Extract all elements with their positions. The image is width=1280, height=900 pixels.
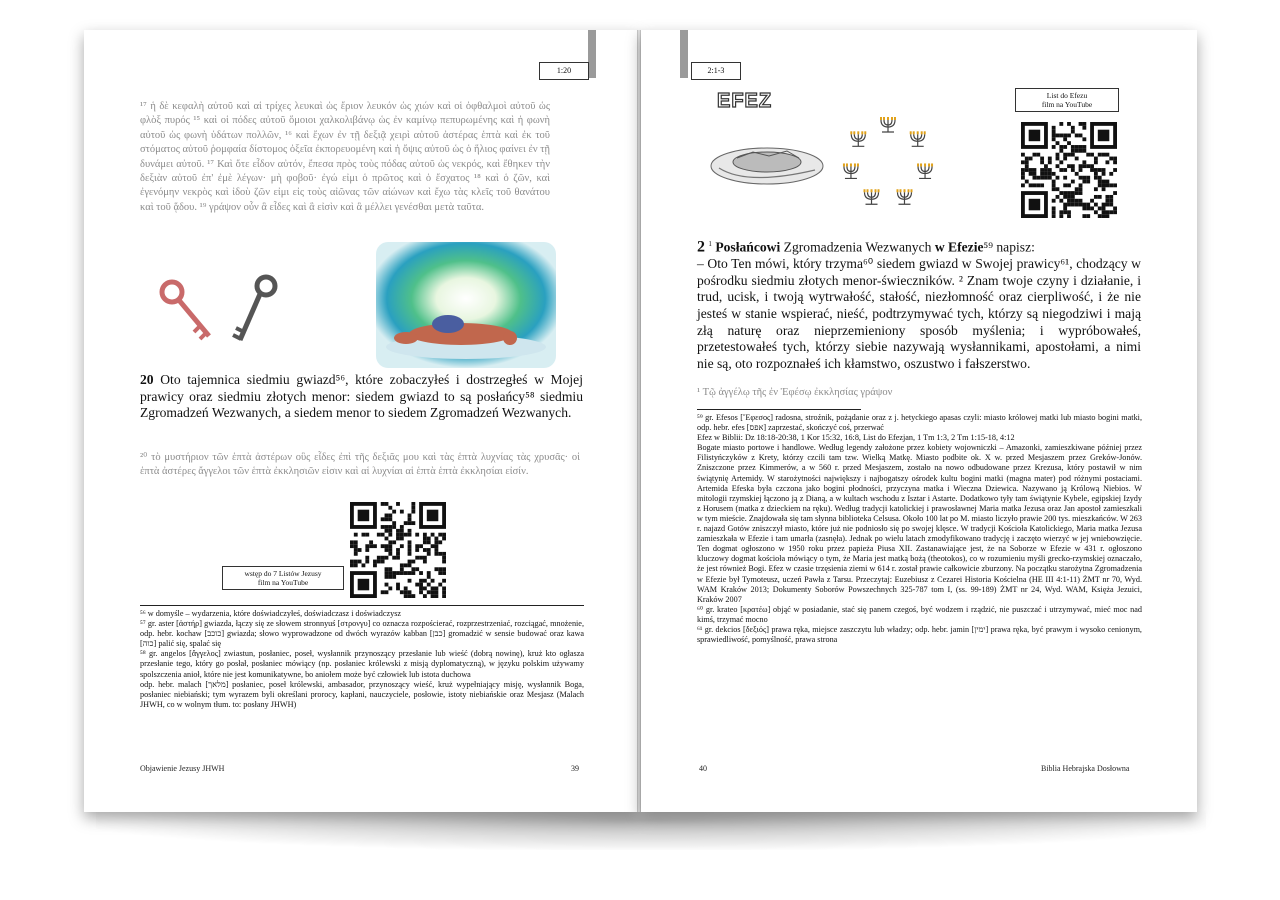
menorah-icon xyxy=(896,189,912,204)
footnote: ⁶¹ gr. dekcios [δεξιός] prawa ręka, miejsce zaszczytu lub władzy; odp. hebr. jamin [ימין] prawa ręka, być prawym i wysoko cenionym, sprawiedliwość, pomyślność, prawa strona xyxy=(697,624,1142,645)
chapter-2-paragraph xyxy=(697,236,1141,372)
footnotes xyxy=(140,609,584,710)
verse-number: 20 xyxy=(140,372,154,387)
page-number: 40 xyxy=(699,764,707,773)
footer-title: Biblia Hebrajska Dosłowna xyxy=(1041,764,1130,773)
menorah-icon xyxy=(880,117,896,132)
verse-text: Oto tajemnica siedmiu gwiazd⁵⁶, które zobaczyłeś i dostrzegłeś w Mojej prawicy oraz siedmiu złotych menor: siedem gwiazd to są posłańcy⁵⁸ siedmiu Zgromadzeń Wezwanych, a siedem menor to siedem Zgromadzeń Wezwanych. xyxy=(140,372,583,421)
right-page xyxy=(641,30,1197,812)
footnote: odp. hebr. malach [מלאך] posłaniec, poseł królewski, ambasador, przynoszący wieść, kruż wypełniający misję, wysłannik Boga, posłaniec niebiański; tym wyrazem byli określani prorocy, kapłani, nauczyciele, posłowie, istoty niebiańskie oraz Mesjasz (Malach JHWH, co w wolnym tłum. to: posłany JHWH) xyxy=(140,679,584,709)
video-caption xyxy=(1015,88,1119,112)
video-caption-title: List do Efezu xyxy=(1046,91,1088,100)
page-tab-marker xyxy=(680,30,688,78)
verse-number: 1 xyxy=(708,240,712,248)
chapter-box: 2:1-3 xyxy=(691,62,741,80)
footnotes xyxy=(697,413,1142,645)
ruins-illustration xyxy=(707,134,831,192)
paragraph-text: ⁵⁹ napisz: xyxy=(983,239,1035,255)
menorah-icon xyxy=(864,189,880,204)
chapter-box: 1:20 xyxy=(539,62,589,80)
footnote: ⁵⁹ gr. Efesos [Ἔφεσος] radosna, stroźnik, pożądanie oraz z j. hetyckiego apasas czyli: miasto królowej matki lub miasto bogini matki, odp. hebr. efes [אפס] zaprzestać, skończyć coś, przerwać xyxy=(697,413,1142,433)
footnote: Bogate miasto portowe i handlowe. Według legendy założone przez kobiety wojowniczki – Amazonki, zamieszkiwane później przez Filistyńczyków z Krety, którzy czcili tam tzw. Wielką Matkę. Miasto podbite ok. X w. przed Mesjaszem przez Greków-Jonów. Zniszczone przez Kimmerów, a w 560 r. przed Mesjaszem, zostało na nowo odbudowane przez Krezusa, który postawił w nim świątynię Artemidy. W starożytności największy i najbogatszy ośrodek kultu bogini matki (magna mater) pod różnymi postaciami. Artemida Efeska była czczona jako bogini płodności, przyczyna matka i Wieczna Dziewica. Nazywano ją Królową Niebios. W mitologii rzymskiej łączono ją z Dianą, a w kultach wschodu z Isztar i Astarte. Dodatkowo tyły tam świątynie Kybele, egipskiej Izydy z Horusem (matka z dzieckiem na ręku). Według tradycji katolickiej i prawosławnej Maria matka Jezusa oraz Jan apostoł zamieszkali w tym mieście. Znajdowała się tam słynna biblioteka Celsusa. Około 100 lat po M. miasto liczyło prawie 200 tys. mieszkańców. W 263 r. najazd Gotów zniszczył miasto, które już nie podniosło się po swojej klęsce. W tradycji Kościoła Katolickiego, Maria matka Jezusa zamieszkała w Efezie i tam umarła (zasnęła). Jednak po wielu latach zmodyfikowano tradycję i zaczęto wierzyć w jej wniebowzięcie. Ten dogmat ogłoszono w 1950 roku przez papieża Piusa XII. Zastanawiające jest, że na Soborze w Efezie w 431 r. ogłoszono kluczowy dogmat kościoła mówiący o tym, że Maria jest matką bożą (theotokos), co w rozumieniu myśli grecko-rzymskiej oznaczało, że jest również Bogi. Efez w czasie trzęsienia ziemi w 614 r. został prawie całkowicie zburzony. Na początku starożytna Zgromadzenia w Efezie był Tymoteusz, uczeń Pawła z Tarsu. Przeczytaj: Euzebiusz z Cezarei Historia Kościelna (HE III 4:1-11) ŻMT nr 70, Wyd. WAM Kraków 2013; Dokumenty Soborów Powszechnych 325-787 tom I, (ss. 99-189) ŻMT nr 24, Wyd. WAM, Księża Jezuici, Kraków 2007 xyxy=(697,443,1142,604)
menorah-icon xyxy=(850,131,866,146)
footnote: Efez w Biblii: Dz 18:18-20:38, 1 Kor 15:32, 16:8, List do Efezjan, 1 Tm 1:3, 2 Tm 1:15-18, 4:12 xyxy=(697,433,1015,443)
paragraph-text: Zgromadzenia Wezwanych xyxy=(780,239,935,255)
bold-term: Posłańcowi xyxy=(715,239,781,255)
fallen-figure-illustration xyxy=(376,242,556,368)
verse-20-paragraph xyxy=(140,372,583,422)
menorah-icon xyxy=(910,131,926,146)
page-tab-marker xyxy=(588,30,596,78)
footnote-divider xyxy=(140,605,584,606)
greek-verse-20: ²⁰ τὸ μυστήριον τῶν ἑπτὰ ἀστέρων οὓς εἶδες ἐπὶ τῆς δεξιᾶς μου καὶ τὰς ἑπτὰ λυχνίας τὰς χρυσᾶς· οἱ ἑπτὰ ἀστέρες ἄγγελοι τῶν ἑπτὰ ἐκκλησιῶν εἰσιν καὶ αἱ λυχνίαι αἱ ἑπτὰ ἑπτὰ ἐκκλησίαι εἰσίν. xyxy=(140,452,580,478)
footnote: ⁵⁷ gr. aster [ἀστήρ] gwiazda, łączy się ze słowem stronnyuś [στρονγυ] co oznacza rozpościerać, rozprzestrzeniać, rozciągać, mnożenie, odp. hebr. kochaw [כוכב] gwiazda; słowo wyprowadzone od dwóch wyrazów kabban [כבן] gromadzić w sensie budować oraz kawa [כוה] palić się, spalać się xyxy=(140,619,585,649)
menorah-icon xyxy=(917,163,933,178)
qr-caption-subtitle: film na YouTube xyxy=(257,578,309,587)
page-number: 39 xyxy=(571,764,579,773)
video-caption-subtitle: film na YouTube xyxy=(1041,100,1093,109)
menorah-icon xyxy=(843,163,859,178)
footnote: ⁶⁰ gr. krateo [κρατέω] objąć w posiadanie, stać się panem czegoś, być wodzem i rządzić, nie puszczać i utrzymywać, mieć moc nad kimś, trzymać mocno xyxy=(697,604,1142,624)
chapter-number: 2 xyxy=(697,238,705,256)
footnote-divider xyxy=(697,409,861,410)
city-heading: EFEZ xyxy=(717,90,773,112)
footnote: ⁵⁶ w domyśle – wydarzenia, które doświadczyłeś, doświadczasz i doświadczysz xyxy=(140,609,402,618)
menorah-circle-illustration xyxy=(833,108,943,218)
dark-key-icon xyxy=(233,277,275,340)
red-key-icon xyxy=(162,282,209,339)
paragraph-body: – Oto Ten mówi, który trzyma⁶⁰ siedem gwiazd w Swojej prawicy⁶¹, chodzący w pośrodku siedmiu złotych menor-świeczników. ² Znam twoje czyny i działanie, i trud, ucisk, i twoją wytrwałość, stałość, niezłomność oraz cierpliwość, i że nie jesteś w stanie wspierać, nieść, podtrzymywać tych, którzy są niegodziwi i mają złą naturę oraz nieprzemieniony sposób myślenia; i wypróbowałeś, przetestowałeś tych, którzy siebie nazywają wysłannikami, apostołami, a nimi nie są, oto rozpoznałeś ich kłamstwo, oszustwo i fałszerstwo. xyxy=(697,256,1141,371)
qr-code[interactable] xyxy=(1021,122,1117,218)
qr-caption xyxy=(222,566,344,590)
left-page xyxy=(84,30,639,812)
qr-code[interactable] xyxy=(350,502,446,598)
greek-text-block: ¹⁷ ἡ δὲ κεφαλὴ αὐτοῦ καὶ αἱ τρίχες λευκαὶ ὡς ἔριον λευκόν ὡς χιών καὶ οἱ ὀφθαλμοὶ αὐτοῦ ὡς φλὸξ πυρός ¹⁵ καὶ οἱ πόδες αὐτοῦ ὅμοιοι χαλκολιβάνῳ ὡς ἐν καμίνῳ πεπυρωμένης καὶ ἡ φωνὴ αὐτοῦ ὡς φωνὴ ὑδάτων πολλῶν, ¹⁶ καὶ ἔχων ἐν τῇ δεξιᾷ χειρὶ αὐτοῦ ἀστέρας ἑπτὰ καὶ ἐκ τοῦ στόματος αὐτοῦ ῥομφαία δίστομος ὀξεῖα ἐκπορευομένη καὶ ἡ ὄψις αὐτοῦ ὡς ὁ ἥλιος φαίνει ἐν τῇ δυνάμει αὐτοῦ. ¹⁷ Καὶ ὅτε εἶδον αὐτόν, ἔπεσα πρὸς τοὺς πόδας αὐτοῦ ὡς νεκρός, καὶ ἔθηκεν τὴν δεξιὰν αὐτοῦ ἐπ' ἐμὲ λέγων· μὴ φοβοῦ· ἐγώ εἰμι ὁ πρῶτος καὶ ὁ ἔσχατος ¹⁸ καὶ ὁ ζῶν, καὶ ἐγενόμην νεκρὸς καὶ ἰδοὺ ζῶν εἰμι εἰς τοὺς αἰῶνας τῶν αἰώνων καὶ ἔχω τὰς κλεῖς τοῦ θανάτου καὶ τοῦ ᾅδου. ¹⁹ γράψον οὖν ἃ εἶδες καὶ ἃ εἰσὶν καὶ ἃ μέλλει γενέσθαι μετὰ ταῦτα. xyxy=(140,101,550,213)
footer-title: Objawienie Jezusy JHWH xyxy=(140,764,225,773)
qr-caption-title: wstęp do 7 Listów Jezusy xyxy=(244,569,322,578)
greek-verse-1: ¹ Τῷ ἀγγέλῳ τῆς ἐν Ἐφέσῳ ἐκκλησίας γράψον xyxy=(697,387,893,398)
keys-illustration xyxy=(154,274,284,354)
bold-term: w Efezie xyxy=(934,239,984,255)
footnote: ⁵⁸ gr. angelos [ἄγγελος] zwiastun, posłaniec, poseł, wysłannik przynoszący przesłanie lub wieść (dobrą nowinę), kruż kto ogłasza przesłanie tego, który go posłał, posłaniec mówiący (np. posłaniec królewski z misją dyplomatyczną), w języku polskim używamy spolszczenia anioł, które nie jest komunikatywne, bo aniołem może być człowiek lub istota duchowa xyxy=(140,649,584,679)
